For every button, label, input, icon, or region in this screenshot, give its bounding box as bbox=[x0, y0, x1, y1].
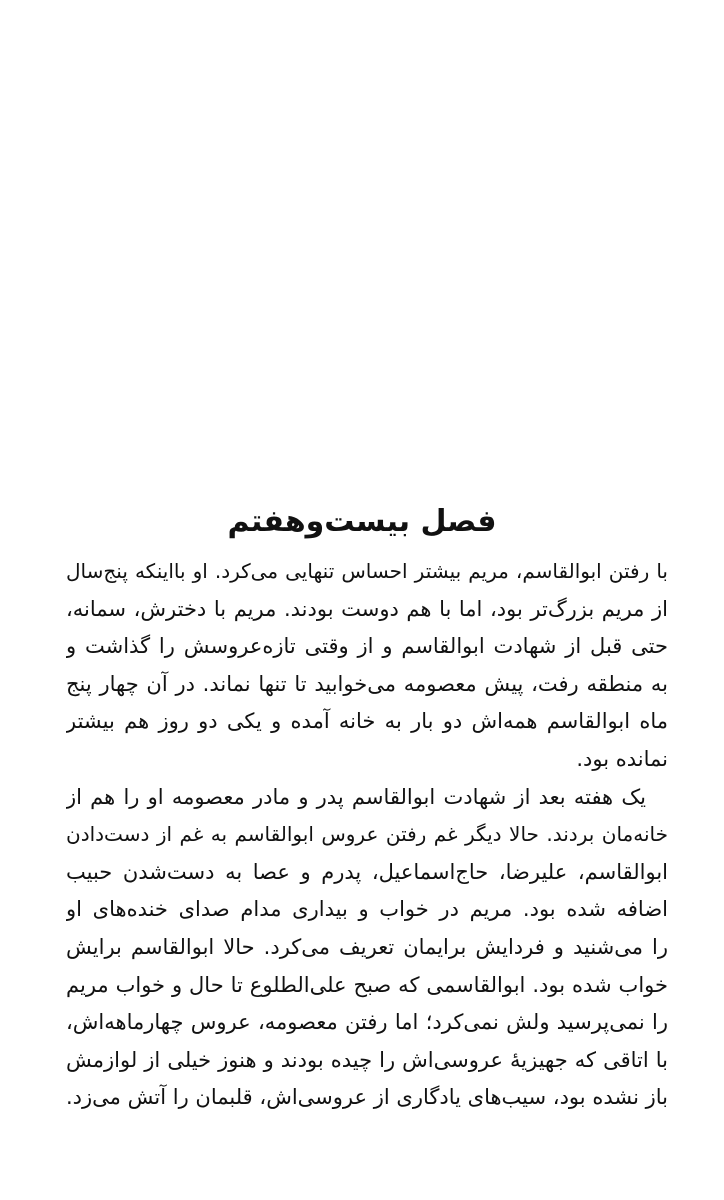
text-line: اضافه شده بود. مریم در خواب و بیداری مدام صدای خنده‌های او bbox=[66, 897, 668, 922]
text-line: به منطقه رفت، پیش معصومه می‌خوابید تا تنها نماند. در آن چهار پنج bbox=[66, 671, 668, 696]
text-line: یک هفته بعد از شهادت ابوالقاسم پدر و مادر معصومه او را هم از bbox=[66, 784, 646, 809]
text-line: با اتاقی که جهیزیهٔ عروسی‌اش را چیده بودند و هنوز خیلی از لوازمش bbox=[66, 1047, 668, 1072]
chapter-body bbox=[66, 553, 668, 1117]
text-line: نمانده بود. bbox=[576, 746, 668, 771]
text-line: را می‌شنید و فردایش برایمان تعریف می‌کرد. حالا ابوالقاسم برایش bbox=[66, 934, 668, 959]
chapter-title: فصل بیست‌وهفتم bbox=[227, 504, 497, 540]
text-line: ابوالقاسم، علیرضا، حاج‌اسماعیل، پدرم و عصا به دست‌شدن حبیب bbox=[66, 859, 668, 884]
text-line: حتی قبل از شهادت ابوالقاسم و از وقتی تازه‌عروسش را گذاشت و bbox=[66, 634, 668, 659]
paragraph-2 bbox=[66, 779, 668, 1117]
text-line: باز نشده بود، سیب‌های یادگاری از عروسی‌اش، قلبمان را آتش می‌زد. bbox=[66, 1085, 668, 1110]
text-line: از مریم بزرگ‌تر بود، اما با هم دوست بودند. مریم با دخترش، سمانه، bbox=[66, 596, 668, 621]
text-line: با رفتن ابوالقاسم، مریم بیشتر احساس تنهایی می‌کرد. او بااینکه پنج‌سال bbox=[66, 559, 668, 583]
paragraph-1 bbox=[66, 553, 668, 779]
text-line: خواب شده بود. ابوالقاسمی که صبح علی‌الطلوع تا حال و خواب مریم bbox=[66, 972, 668, 997]
text-line: ماه ابوالقاسم همه‌اش دو بار به خانه آمده و یکی دو روز هم بیشتر bbox=[66, 709, 668, 734]
text-line: خانه‌مان بردند. حالا دیگر غم رفتن عروس ابوالقاسم به غم از دست‌دادن bbox=[66, 822, 668, 847]
text-line: را نمی‌پرسید ولش نمی‌کرد؛ اما رفتن معصومه، عروس چهارماهه‌اش، bbox=[66, 1010, 668, 1035]
